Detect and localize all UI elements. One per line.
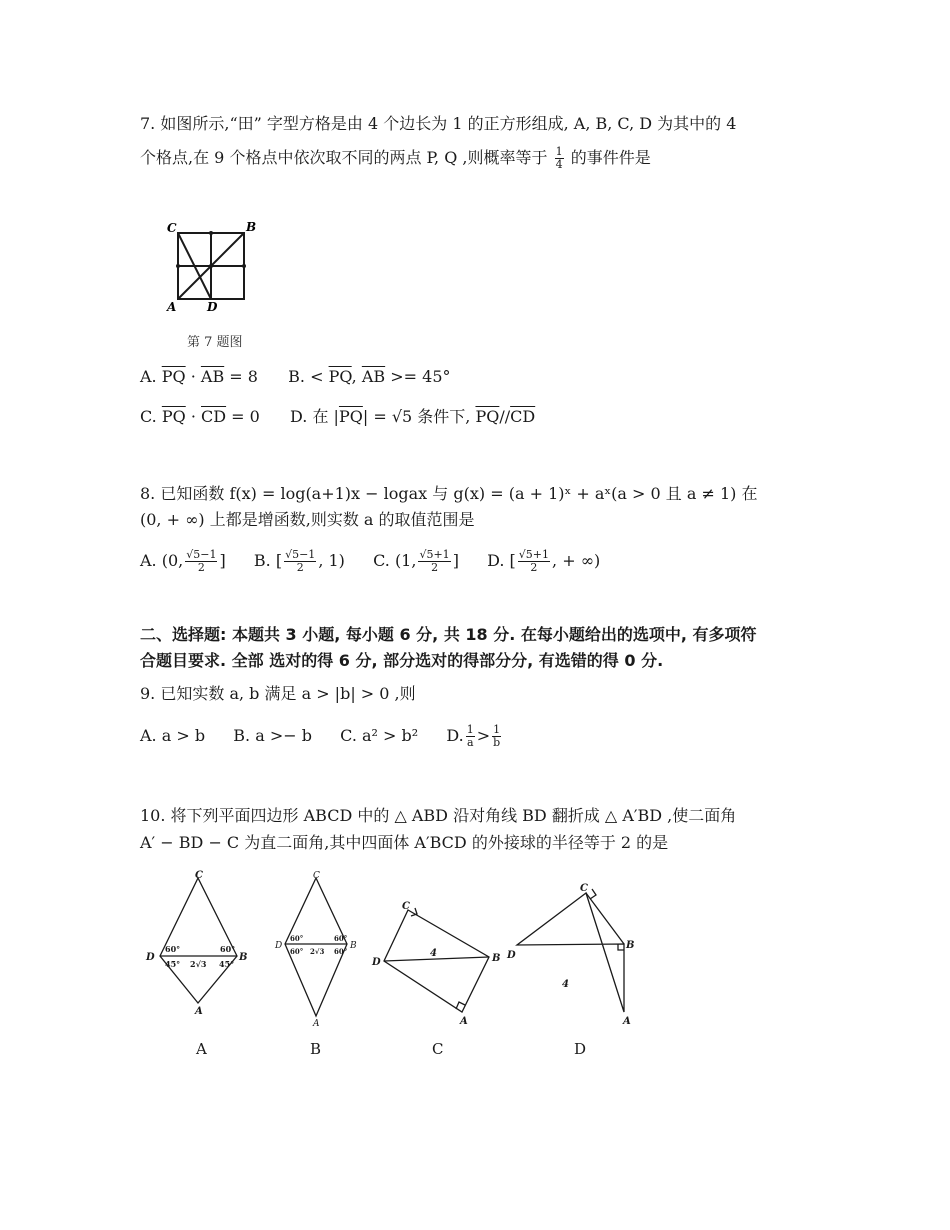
q10-figD-edge-cb xyxy=(586,893,624,944)
q7-option-b-comma: , xyxy=(351,367,362,386)
q8-stem-line2: (0, + ∞) 上都是增函数,则实数 a 的取值范围是 xyxy=(140,510,475,529)
section2-heading-line2: 合题目要求. 全部 选对的得 6 分, 部分选对的得部分分, 有选错的得 0 分. xyxy=(140,651,664,670)
q10-figA-label-b: B xyxy=(239,952,248,963)
q8-options xyxy=(140,549,600,574)
q8-option-b: B. [ $\frac{√5-1}{2}$ , 1) xyxy=(253,548,345,575)
q10-figC-label-b: B xyxy=(492,953,501,964)
q8-option-a: A. (0, $\frac{√5-1}{2}$ ] xyxy=(140,548,226,575)
q9-option-a: A. a > b xyxy=(140,726,206,746)
q7-option-a-vec1: $\overline{PQ}$ xyxy=(161,367,186,386)
q10-figC-label-c: C xyxy=(402,901,410,912)
q7-option-a-value: = 8 xyxy=(224,367,258,386)
q7-stem-line1: 7. 如图所示,“田” 字型方格是由 4 个边长为 1 的正方形组成, A, B, C, D 为其中的 4 xyxy=(140,114,737,133)
q10-figA-label-d: D xyxy=(146,952,155,963)
q10-figD-label-a: A xyxy=(623,1016,631,1027)
q7-stem-line2 xyxy=(140,146,651,171)
q10-figC-length: 4 xyxy=(430,948,437,959)
q10-figD-length: 4 xyxy=(562,979,569,990)
q10-figA-quad xyxy=(160,878,237,1003)
q7-option-c-vec1: $\overline{PQ}$ xyxy=(161,407,186,426)
section2-heading-line1: 二、选择题: 本题共 3 小题, 每小题 6 分, 共 18 分. 在每小题给出的选项中, 有多项符 xyxy=(140,625,757,644)
q10-figA-angle3: 45° xyxy=(165,959,181,969)
q10-figB-angle1: 60° xyxy=(290,934,304,943)
q7-figure-caption: 第 7 题图 xyxy=(187,335,243,350)
q7-option-a-prefix: A. xyxy=(140,367,162,386)
q7-stem-line2-b: 的事件件是 xyxy=(570,148,651,168)
q10-figD-right-angle-b xyxy=(618,944,624,950)
q10-figD-right-angle-c xyxy=(590,889,596,899)
q10-figB-angle2: 60° xyxy=(334,934,348,943)
q9-options xyxy=(140,724,503,749)
q7-option-d-vec2: $\overline{PQ}$ xyxy=(475,407,500,426)
q10-figB-label-d: D xyxy=(275,941,283,951)
q10-figA-angle1: 60° xyxy=(165,944,181,954)
q9-stem: 9. 已知实数 a, b 满足 a > |b| > 0 ,则 xyxy=(140,684,416,703)
q7-options-row2 xyxy=(140,409,535,425)
q10-figD-label-c: C xyxy=(580,883,588,894)
q7-option-a-dot: · xyxy=(185,367,201,386)
q9-option-b: B. a >− b xyxy=(233,726,312,746)
q7-options-row1 xyxy=(140,369,451,385)
q10-caption-b: B xyxy=(310,1040,322,1058)
q7-option-d-vec1: $\overline{PQ}$ xyxy=(338,407,363,426)
q10-figB-angle4: 60° xyxy=(334,947,348,956)
q7-option-d-vec3: $\overline{CD}$ xyxy=(510,407,536,426)
q7-option-c-dot: · xyxy=(185,407,201,426)
q10-stem-line2: A′ − BD − C 为直二面角,其中四面体 A′BCD 的外接球的半径等于 2 的是 xyxy=(140,833,669,852)
q10-figA-label-a: A xyxy=(195,1006,203,1017)
q9-option-c: C. a² > b² xyxy=(340,726,419,746)
q7-label-c: C xyxy=(167,221,177,235)
q7-label-a: A xyxy=(167,300,177,314)
q10-figC-label-d: D xyxy=(372,957,381,968)
q10-figB-label-a: A xyxy=(313,1019,320,1028)
q7-option-d-parallel: // xyxy=(499,407,511,426)
q10-figD-label-d: D xyxy=(507,950,516,961)
q10-figC-label-a: A xyxy=(460,1016,468,1027)
q7-stem-line2-a: 个格点,在 9 个格点中依次取不同的两点 P, Q ,则概率等于 xyxy=(140,148,548,168)
q7-label-d: D xyxy=(207,300,218,314)
q10-caption-c: C xyxy=(432,1040,444,1058)
q10-stem-line1: 10. 将下列平面四边形 ABCD 中的 △ ABD 沿对角线 BD 翻折成 △ A′BD ,使二面角 xyxy=(140,806,737,825)
q10-figD-shape xyxy=(517,893,624,1012)
q10-figA-label-c: C xyxy=(195,870,203,881)
q7-option-b-vec1: $\overline{PQ}$ xyxy=(328,367,352,386)
q10-figB-length: 2√3 xyxy=(310,947,325,956)
q7-option-c-value: = 0 xyxy=(226,407,260,426)
q7-option-b-value: >= 45° xyxy=(385,367,451,386)
q7-option-b-vec2: $\overline{AB}$ xyxy=(361,367,386,386)
q7-label-b: B xyxy=(246,220,257,234)
q7-option-b-prefix: B. < xyxy=(288,367,329,386)
q8-option-c: C. (1, $\frac{√5+1}{2}$ ] xyxy=(373,548,459,575)
q7-probability-fraction: $\frac{1}{4}$ xyxy=(555,145,563,172)
q7-option-a-vec2: $\overline{AB}$ xyxy=(200,367,225,386)
q7-option-d-condition: | = √5 条件下, xyxy=(362,407,476,426)
q7-option-c-vec2: $\overline{CD}$ xyxy=(201,407,227,426)
q10-figA-length: 2√3 xyxy=(190,959,207,969)
q9-option-d: D. $\frac{1}{a}$ > $\frac{1}{b}$ xyxy=(446,723,501,750)
q10-figA-angle2: 60° xyxy=(220,944,236,954)
q10-figB-label-c: C xyxy=(313,871,320,881)
q10-figA-angle4: 45° xyxy=(219,959,235,969)
q8-stem-line1: 8. 已知函数 f(x) = log(a+1)x − logax 与 g(x) = (a + 1)ˣ + aˣ(a > 0 且 a ≠ 1) 在 xyxy=(140,484,758,503)
q7-option-d-prefix: D. 在 | xyxy=(290,407,339,426)
q8-option-d: D. [ $\frac{√5+1}{2}$ , + ∞) xyxy=(487,548,601,575)
q10-figures xyxy=(140,868,650,1028)
q10-figB-angle3: 60° xyxy=(290,947,304,956)
q10-caption-a: A xyxy=(196,1040,207,1058)
q10-figD-label-b: B xyxy=(626,940,635,951)
q10-figB-label-b: B xyxy=(350,941,357,951)
q7-grid-figure xyxy=(160,215,260,315)
q10-caption-d: D xyxy=(574,1040,587,1058)
q7-option-c-prefix: C. xyxy=(140,407,162,426)
